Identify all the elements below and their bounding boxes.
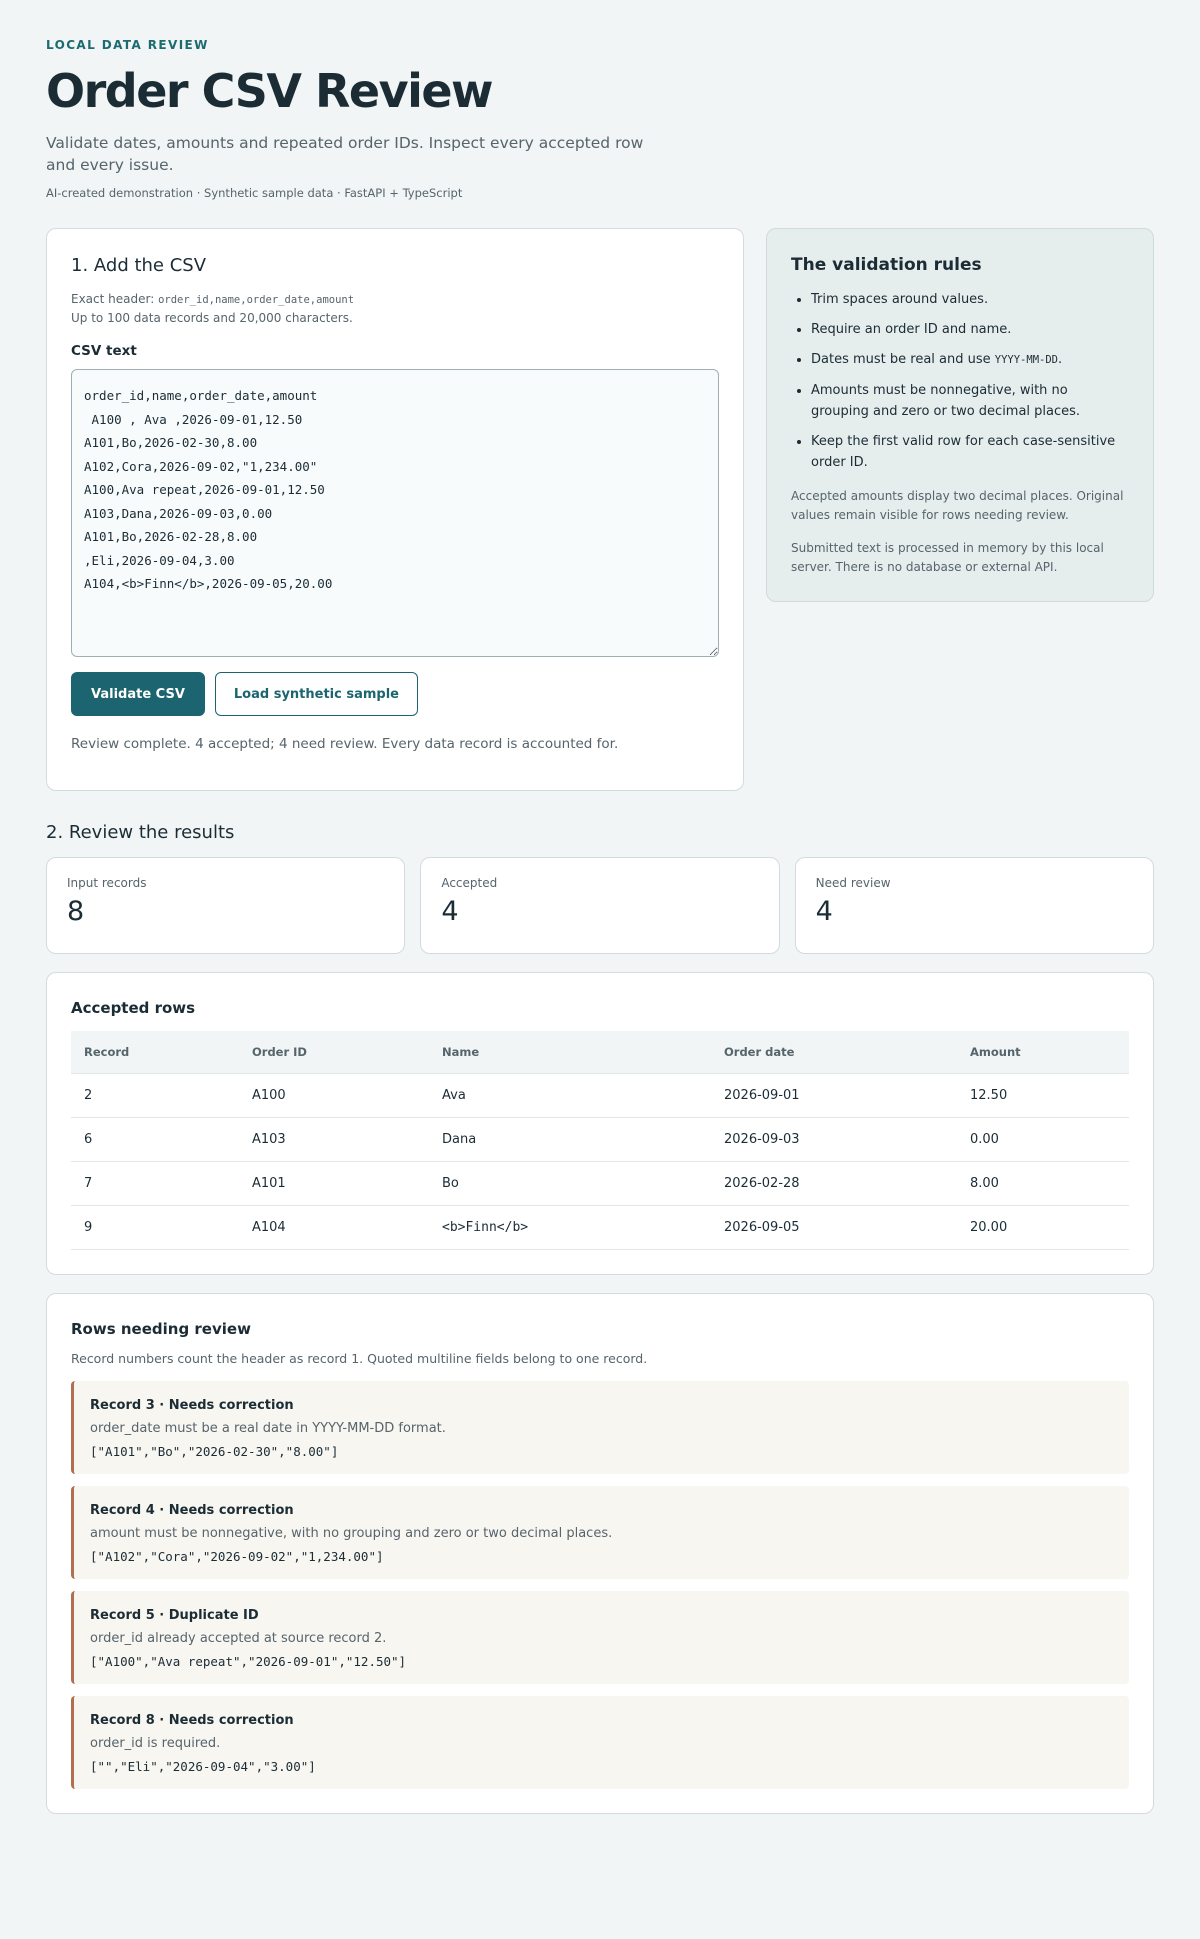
cell-order-id: A104 <box>239 1205 429 1249</box>
stat-value: 4 <box>815 896 833 927</box>
cell-record: 2 <box>71 1073 239 1117</box>
accepted-rows-card <box>46 972 1154 1275</box>
issue-item <box>71 1381 1129 1474</box>
load-sample-button[interactable]: Load synthetic sample <box>215 672 418 716</box>
csv-input-title: 1. Add the CSV <box>71 255 207 276</box>
issue-title: Record 8 · Needs correction <box>90 1712 294 1728</box>
review-rows-title: Rows needing review <box>71 1319 251 1338</box>
cell-amount: 12.50 <box>957 1073 1129 1117</box>
stat-label: Accepted <box>441 876 498 890</box>
table-header-row <box>71 1031 1129 1073</box>
issue-title: Record 3 · Needs correction <box>90 1397 294 1413</box>
issue-raw-values: ["","Eli","2026-09-04","3.00"] <box>90 1758 316 1774</box>
rule-date-format: YYYY-MM-DD <box>994 354 1058 366</box>
issue-raw-values: ["A101","Bo","2026-02-30","8.00"] <box>90 1443 339 1459</box>
issue-item <box>71 1696 1129 1789</box>
issue-raw-values: ["A100","Ava repeat","2026-09-01","12.50"] <box>90 1653 407 1669</box>
rule-item: • Amounts must be nonnegative, with no grouping and zero or two decimal places. <box>811 380 1129 422</box>
rule-item: • Trim spaces around values. <box>811 289 1129 310</box>
stats-row <box>46 857 1154 954</box>
stat-need-review <box>795 857 1154 954</box>
cell-name: <b>Finn</b> <box>429 1205 711 1249</box>
stat-value: 8 <box>67 896 85 927</box>
cell-name: Ava <box>429 1073 711 1117</box>
header-hint-prefix: Exact header: <box>71 292 159 306</box>
csv-textarea[interactable] <box>71 369 719 657</box>
table-row <box>71 1161 1129 1205</box>
column-header-name: Name <box>429 1031 711 1073</box>
column-header-amount: Amount <box>957 1031 1129 1073</box>
column-header-order-date: Order date <box>711 1031 957 1073</box>
rule-item: • Keep the first valid row for each case-sensitive order ID. <box>811 431 1129 473</box>
review-note: Record numbers count the header as record 1. Quoted multiline fields belong to one record. <box>71 1350 648 1366</box>
page-header <box>46 38 1154 200</box>
cell-order-date: 2026-09-01 <box>711 1073 957 1117</box>
validate-csv-button[interactable]: Validate CSV <box>71 672 205 716</box>
cell-order-id: A100 <box>239 1073 429 1117</box>
cell-order-date: 2026-09-03 <box>711 1117 957 1161</box>
rule-item: • Require an order ID and name. <box>811 319 1129 340</box>
cell-amount: 20.00 <box>957 1205 1129 1249</box>
rule-item <box>811 349 1129 371</box>
stat-label: Need review <box>815 876 891 890</box>
validation-rules-card <box>766 228 1154 602</box>
issue-title: Record 4 · Needs correction <box>90 1502 294 1518</box>
limits-hint: Up to 100 data records and 20,000 characters. <box>71 311 353 325</box>
issue-item <box>71 1486 1129 1579</box>
column-header-record: Record <box>71 1031 239 1073</box>
stat-accepted <box>420 857 779 954</box>
issue-message: order_id is required. <box>90 1735 221 1751</box>
csv-input-card <box>46 228 744 791</box>
rules-title: The validation rules <box>791 255 982 275</box>
rule-text: . <box>1057 352 1063 367</box>
results-title: 2. Review the results <box>46 822 235 843</box>
issue-message: order_id already accepted at source record 2. <box>90 1630 387 1646</box>
issue-message: order_date must be a real date in YYYY-MM-DD format. <box>90 1420 446 1436</box>
table-row <box>71 1205 1129 1249</box>
stat-input-records <box>46 857 405 954</box>
accepted-rows-title: Accepted rows <box>71 999 196 1017</box>
cell-order-date: 2026-09-05 <box>711 1205 957 1249</box>
review-rows-card <box>46 1293 1154 1814</box>
page-title: Order CSV Review <box>46 64 493 118</box>
page-subtitle: Validate dates, amounts and repeated order IDs. Inspect every accepted row and every issue. <box>46 134 644 174</box>
cell-record: 9 <box>71 1205 239 1249</box>
table-row <box>71 1073 1129 1117</box>
stat-label: Input records <box>67 876 147 890</box>
column-header-order-id: Order ID <box>239 1031 429 1073</box>
status-message: Review complete. 4 accepted; 4 need review. Every data record is accounted for. <box>71 736 619 752</box>
cell-name: Bo <box>429 1161 711 1205</box>
issue-raw-values: ["A102","Cora","2026-09-02","1,234.00"] <box>90 1548 384 1564</box>
cell-record: 6 <box>71 1117 239 1161</box>
stat-value: 4 <box>441 896 459 927</box>
issue-title: Record 5 · Duplicate ID <box>90 1607 259 1623</box>
cell-order-id: A103 <box>239 1117 429 1161</box>
top-row <box>46 228 1154 791</box>
accepted-rows-table <box>71 1031 1129 1250</box>
cell-name: Dana <box>429 1117 711 1161</box>
cell-order-date: 2026-02-28 <box>711 1161 957 1205</box>
rules-note-privacy: Submitted text is processed in memory by this local server. There is no database or external API. <box>791 541 1104 574</box>
issue-message: amount must be nonnegative, with no grouping and zero or two decimal places. <box>90 1525 613 1541</box>
cell-order-id: A101 <box>239 1161 429 1205</box>
format-hint <box>71 290 719 327</box>
header-hint-code: order_id,name,order_date,amount <box>158 294 355 306</box>
issue-item <box>71 1591 1129 1684</box>
cell-amount: 8.00 <box>957 1161 1129 1205</box>
action-buttons <box>71 672 719 716</box>
rules-list <box>791 289 1129 473</box>
rules-note-amounts: Accepted amounts display two decimal places. Original values remain visible for rows needing review. <box>791 489 1124 522</box>
cell-amount: 0.00 <box>957 1117 1129 1161</box>
rule-text: Dates must be real and use <box>811 352 995 367</box>
table-row <box>71 1117 1129 1161</box>
page-meta: AI-created demonstration · Synthetic sample data · FastAPI + TypeScript <box>46 186 463 200</box>
eyebrow: LOCAL DATA REVIEW <box>46 38 209 52</box>
csv-text-label: CSV text <box>71 343 137 359</box>
cell-record: 7 <box>71 1161 239 1205</box>
